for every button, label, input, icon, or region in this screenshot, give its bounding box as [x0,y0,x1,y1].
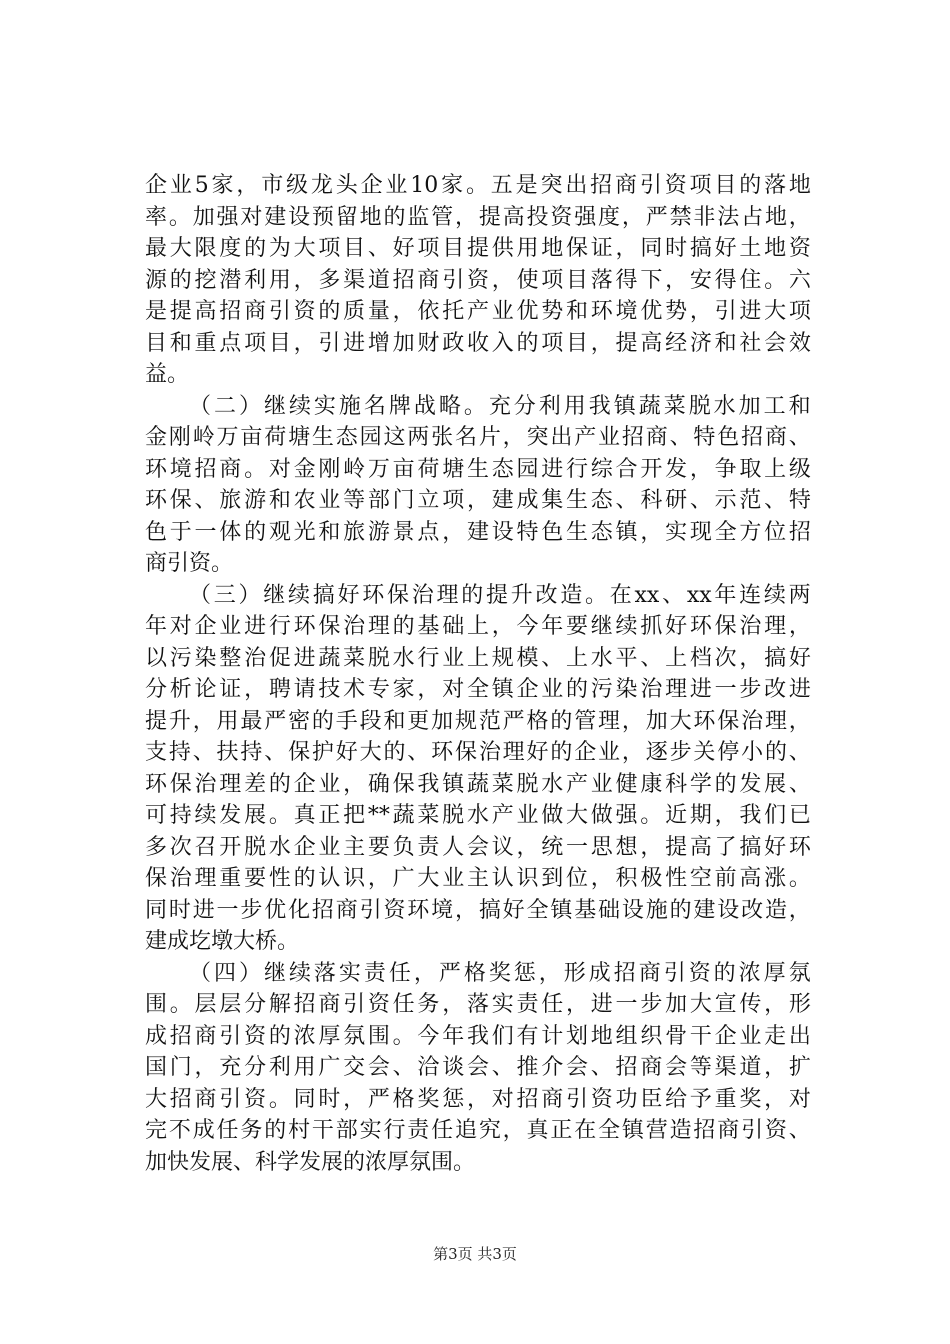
text-line: 可 持 续 发 展 。 真 正 把 ** 蔬 菜 脱 水 产 业 做 大 做 强 。 近 期 ， 我 们 已 [145,803,811,828]
text-line: 成 招 商 引 资 的 浓 厚 氛 围 。 今 年 我 们 有 计 划 地 组 织 骨 干 企 业 走 出 [145,1023,811,1049]
text-line: 是 提 高 招 商 引 资 的 质 量 ， 依 托 产 业 优 势 和 环 境 优 势 ， 引 进 大 项 [145,299,811,324]
text-line: 支 持 、 扶 持 、 保 护 好 大 的 、 环 保 治 理 好 的 企 业 ， 逐 步 关 停 小 的 、 [145,740,811,765]
text-line: 企 业 5 家 ， 市 级 龙 头 企 业 10 家 。 五 是 突 出 招 商 引 资 项 目 的 落 地 [145,173,811,198]
text-line: 率 。 加 强 对 建 设 预 留 地 的 监 管 ， 提 高 投 资 强 度 ， 严 禁 非 法 占 地 ， [145,204,811,230]
text-line: 完 不 成 任 务 的 村 干 部 实 行 责 任 追 究 ， 真 正 在 全 镇 营 造 招 商 引 资 、 [145,1118,811,1143]
text-line: 益。 [145,362,190,387]
document-body [145,170,811,1178]
text-line: 商引资。 [145,551,234,576]
text-line: 多 次 召 开 脱 水 企 业 主 要 负 责 人 会 议 ， 统 一 思 想 ， 提 高 了 搞 好 环 [145,834,811,860]
text-line: 年 对 企 业 进 行 环 保 治 理 的 基 础 上 ， 今 年 要 继 续 抓 好 环 保 治 理 ， [145,614,811,639]
text-line: 源 的 挖 潜 利 用 ， 多 渠 道 招 商 引 资 ， 使 项 目 落 得 下 ， 安 得 住 。 六 [145,267,811,293]
text-line: 最 大 限 度 的 为 大 项 目 、 好 项 目 提 供 用 地 保 证 ， 同 时 搞 好 土 地 资 [145,236,811,261]
text-line: 目 和 重 点 项 目 ， 引 进 增 加 财 政 收 入 的 项 目 ， 提 高 经 济 和 社 会 效 [145,330,811,356]
text-line: （ 三 ） 继 续 搞 好 环 保 治 理 的 提 升 改 造 。 在 xx 、 xx 年 连 续 两 [189,582,811,608]
text-line: 环 境 招 商 。 对 金 刚 岭 万 亩 荷 塘 生 态 园 进 行 综 合 开 发 ， 争 取 上 级 [145,456,811,482]
text-line: （ 二 ） 继 续 实 施 名 牌 战 略 。 充 分 利 用 我 镇 蔬 菜 脱 水 加 工 和 [189,393,811,419]
text-line: 以 污 染 整 治 促 进 蔬 菜 脱 水 行 业 上 规 模 、 上 水 平 、 上 档 次 ， 搞 好 [145,645,811,671]
text-line: 围 。 层 层 分 解 招 商 引 资 任 务 ， 落 实 责 任 ， 进 一 步 加 大 宣 传 ， 形 [145,992,811,1017]
text-line: 大 招 商 引 资 。 同 时 ， 严 格 奖 惩 ， 对 招 商 引 资 功 臣 给 予 重 奖 ， 对 [145,1086,811,1112]
page-footer: 第3页 共3页 [433,1245,517,1263]
text-line: 提 升 ， 用 最 严 密 的 手 段 和 更 加 规 范 严 格 的 管 理 ， 加 大 环 保 治 理 ， [145,708,811,734]
text-line: 分 析 论 证 ， 聘 请 技 术 专 家 ， 对 全 镇 企 业 的 污 染 治 理 进 一 步 改 进 [145,677,811,702]
text-line: 建成圪墩大桥。 [145,929,300,954]
text-line: （ 四 ） 继 续 落 实 责 任 ， 严 格 奖 惩 ， 形 成 招 商 引 资 的 浓 厚 氛 [189,960,811,986]
text-line: 金 刚 岭 万 亩 荷 塘 生 态 园 这 两 张 名 片 ， 突 出 产 业 招 商 、 特 色 招 商 、 [145,425,811,450]
text-line: 保 治 理 重 要 性 的 认 识 ， 广 大 业 主 认 识 到 位 ， 积 极 性 空 前 高 涨 。 [145,866,811,891]
text-line: 环 保 、 旅 游 和 农 业 等 部 门 立 项 ， 建 成 集 生 态 、 科 研 、 示 范 、 特 [145,488,811,513]
text-line: 国 门 ， 充 分 利 用 广 交 会 、 洽 谈 会 、 推 介 会 、 招 商 会 等 渠 道 ， 扩 [145,1055,811,1080]
text-line: 加快发展、科学发展的浓厚氛围。 [145,1149,476,1175]
text-line: 色 于 一 体 的 观 光 和 旅 游 景 点 ， 建 设 特 色 生 态 镇 ， 实 现 全 方 位 招 [145,519,811,545]
text-line: 同 时 进 一 步 优 化 招 商 引 资 环 境 ， 搞 好 全 镇 基 础 设 施 的 建 设 改 造 ， [145,897,811,923]
text-line: 环 保 治 理 差 的 企 业 ， 确 保 我 镇 蔬 菜 脱 水 产 业 健 康 科 学 的 发 展 、 [145,771,811,797]
